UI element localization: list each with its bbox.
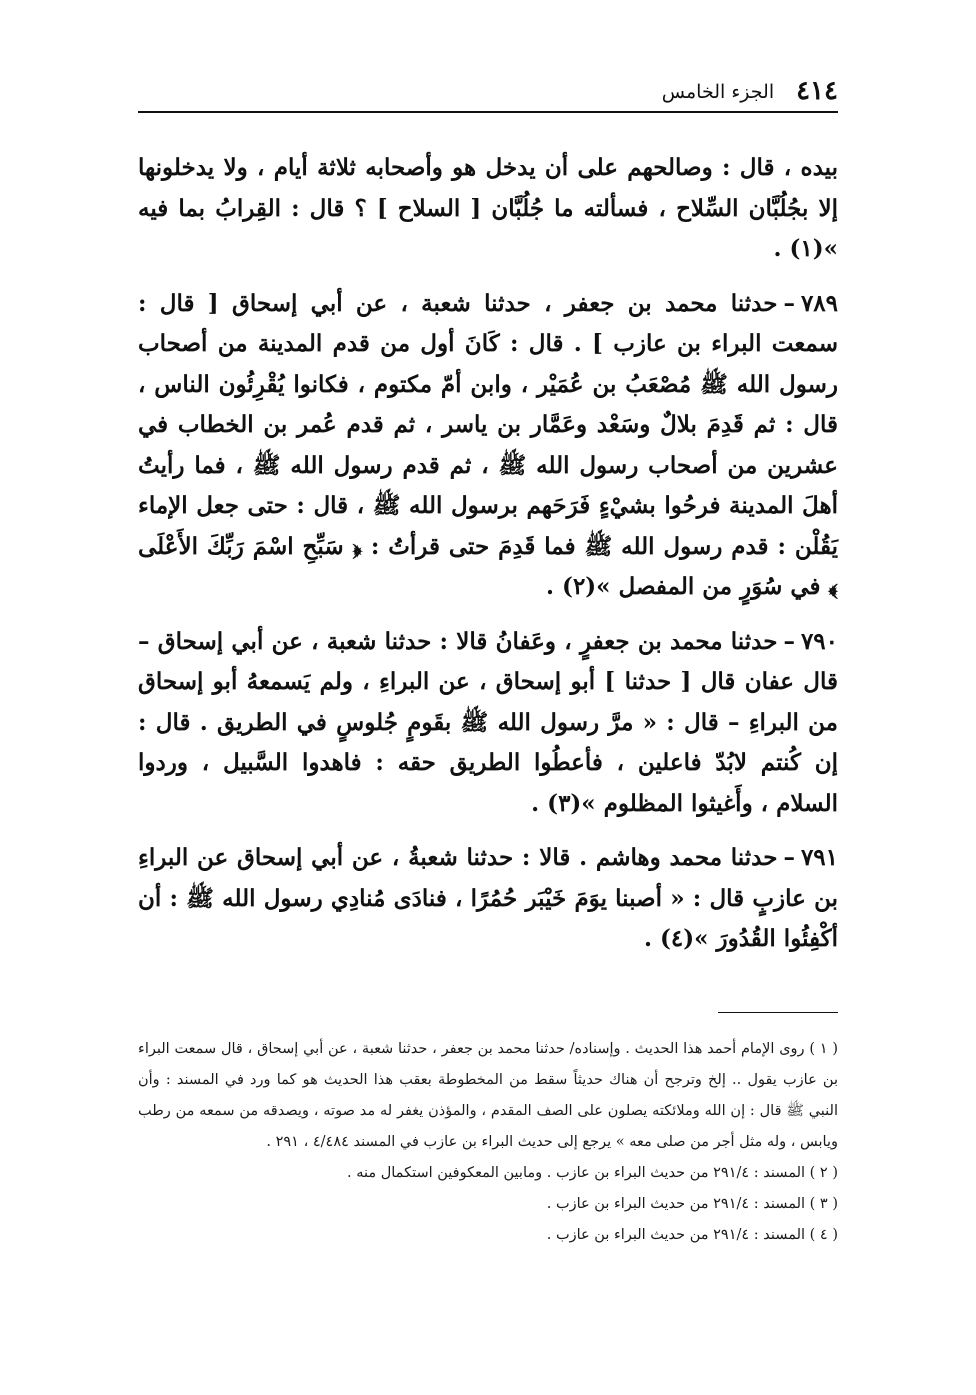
footnote: ( ١ ) روى الإمام أحمد هذا الحديث . وإسناده/ حدثنا محمد بن جعفر ، حدثنا شعبة ، عن أبي إسحاق ، قال سمعت البراء بن عازب يقول .. إلخ وترجح أن هناك حديثاً سقط من المخطوطة بعقب هذا الحديث هو كما ورد في المسند : وأن النبي ﷺ قال : إن الله وملائكته يصلون على الصف المقدم ، والمؤذن يغفر له مد صوته ، ويصدقه من سمعه من رطب ويابس ، وله مثل أجر من صلى معه » يرجع إلى حديث البراء بن عازب في المسند ٤/٤٨٤ ، ٢٩١ . xyxy=(138,1041,838,1150)
footnote: ( ٣ ) المسند : ٢٩١/٤ من حديث البراء بن عازب . xyxy=(546,1196,838,1212)
paragraph-text: حدثنا محمد بن جعفرٍ ، وعَفانُ قالا : حدثنا شعبة ، عن أبي إسحاق – قال عفان قال [ حدثنا ] أبو إسحاق ، عن البراءِ ، ولم يَسمعهُ أبو إسحاق من البراءِ – قال : « مرَّ رسول الله ﷺ بقَومٍ جُلوسٍ في الطريق . قال : إن كُنتم لابُدّ فاعلين ، فأعطُوا الطريق حقه : فاهدوا السَّبيل ، وردوا السلام ، وأَغيثوا المظلوم »(٣) . xyxy=(138,627,838,817)
footnotes xyxy=(138,1034,838,1251)
footnote: ( ٢ ) المسند : ٢٩١/٤ من حديث البراء بن عازب . ومابين المعكوفين استكمال منه . xyxy=(346,1165,838,1181)
hadith-number: ٧٨٩ xyxy=(800,289,838,317)
header-rule xyxy=(138,111,838,113)
hadith-paragraph: ٧٩١–حدثنا محمد وهاشم . قالا : حدثنا شعبةُ ، عن أبي إسحاق عن البراءِ بن عازبٍ قال : « أصبنا يوَمَ خَيْبَر حُمُرًا ، فنادَى مُنادِي رسول الله ﷺ : أن أكْفِئُوا القُدُورَ »(٤) . xyxy=(138,844,838,952)
running-header xyxy=(138,72,838,106)
part-title: الجزء الخامس xyxy=(661,81,775,103)
paragraph-text: حدثنا محمد بن جعفر ، حدثنا شعبة ، عن أبي إسحاق [ قال : سمعت البراء بن عازب ] . قال : كَانَ أول من قدم المدينة من أصحاب رسول الله ﷺ مُصْعَبُ بن عُمَيْر ، وابن أمّ مكتوم ، فكانوا يُقْرِئُون الناس ، قال : ثم قَدِمَ بلالٌ وسَعْد وعَمَّار بن ياسر ، ثم قدم عُمر بن الخطاب في عشرين من أصحاب رسول الله ﷺ ، ثم قدم رسول الله ﷺ ، فما رأيتُ أهلَ المدينة فرحُوا بشيْءٍ فَرَحَهم برسول الله ﷺ ، قال : حتى جعل الإماء يَقُلْن : قدم رسول الله ﷺ فما قَدِمَ حتى قرأتُ : ﴿ سَبِّحِ اسْمَ رَبِّكَ الأَعْلَى ﴾ في سُوَرٍ من المفصل »(٢) . xyxy=(138,289,838,600)
hadith-number: ٧٩١ xyxy=(800,844,838,871)
paragraph-text: بيده ، قال : وصالحهم على أن يدخل هو وأصحابه ثلاثة أيام ، ولا يدخلونها إلا بجُلُبَّان السِّلاح ، فسألته ما جُلُبَّان [ السلاح ] ؟ قال : القِرابُ بما فيه »(١) . xyxy=(138,154,838,262)
hadith-paragraph: ٧٩٠–حدثنا محمد بن جعفرٍ ، وعَفانُ قالا : حدثنا شعبة ، عن أبي إسحاق – قال عفان قال [ حدثنا ] أبو إسحاق ، عن البراءِ ، ولم يَسمعهُ أبو إسحاق من البراءِ – قال : « مرَّ رسول الله ﷺ بقَومٍ جُلوسٍ في الطريق . قال : إن كُنتم لابُدّ فاعلين ، فأعطُوا الطريق حقه : فاهدوا السَّبيل ، وردوا السلام ، وأَغيثوا المظلوم »(٣) . xyxy=(138,627,838,817)
hadith-paragraph: ٧٨٩–حدثنا محمد بن جعفر ، حدثنا شعبة ، عن أبي إسحاق [ قال : سمعت البراء بن عازب ] . قال : كَانَ أول من قدم المدينة من أصحاب رسول الله ﷺ مُصْعَبُ بن عُمَيْر ، وابن أمّ مكتوم ، فكانوا يُقْرِئُون الناس ، قال : ثم قَدِمَ بلالٌ وسَعْد وعَمَّار بن ياسر ، ثم قدم عُمر بن الخطاب في عشرين من أصحاب رسول الله ﷺ ، ثم قدم رسول الله ﷺ ، فما رأيتُ أهلَ المدينة فرحُوا بشيْءٍ فَرَحَهم برسول الله ﷺ ، قال : حتى جعل الإماء يَقُلْن : قدم رسول الله ﷺ فما قَدِمَ حتى قرأتُ : ﴿ سَبِّحِ اسْمَ رَبِّكَ الأَعْلَى ﴾ في سُوَرٍ من المفصل »(٢) . xyxy=(138,289,838,600)
paragraph-continuation xyxy=(138,148,838,270)
page-number: ٤١٤ xyxy=(796,76,838,106)
hadith-number: ٧٩٠ xyxy=(800,627,838,655)
footnote: ( ٤ ) المسند : ٢٩١/٤ من حديث البراء بن عازب . xyxy=(546,1227,838,1243)
main-text xyxy=(138,148,838,974)
paragraph-text: حدثنا محمد وهاشم . قالا : حدثنا شعبةُ ، عن أبي إسحاق عن البراءِ بن عازبٍ قال : « أصبنا يوَمَ خَيْبَر حُمُرًا ، فنادَى مُنادِي رسول الله ﷺ : أن أكْفِئُوا القُدُورَ »(٤) . xyxy=(138,844,838,952)
footnote-separator xyxy=(718,1012,838,1013)
